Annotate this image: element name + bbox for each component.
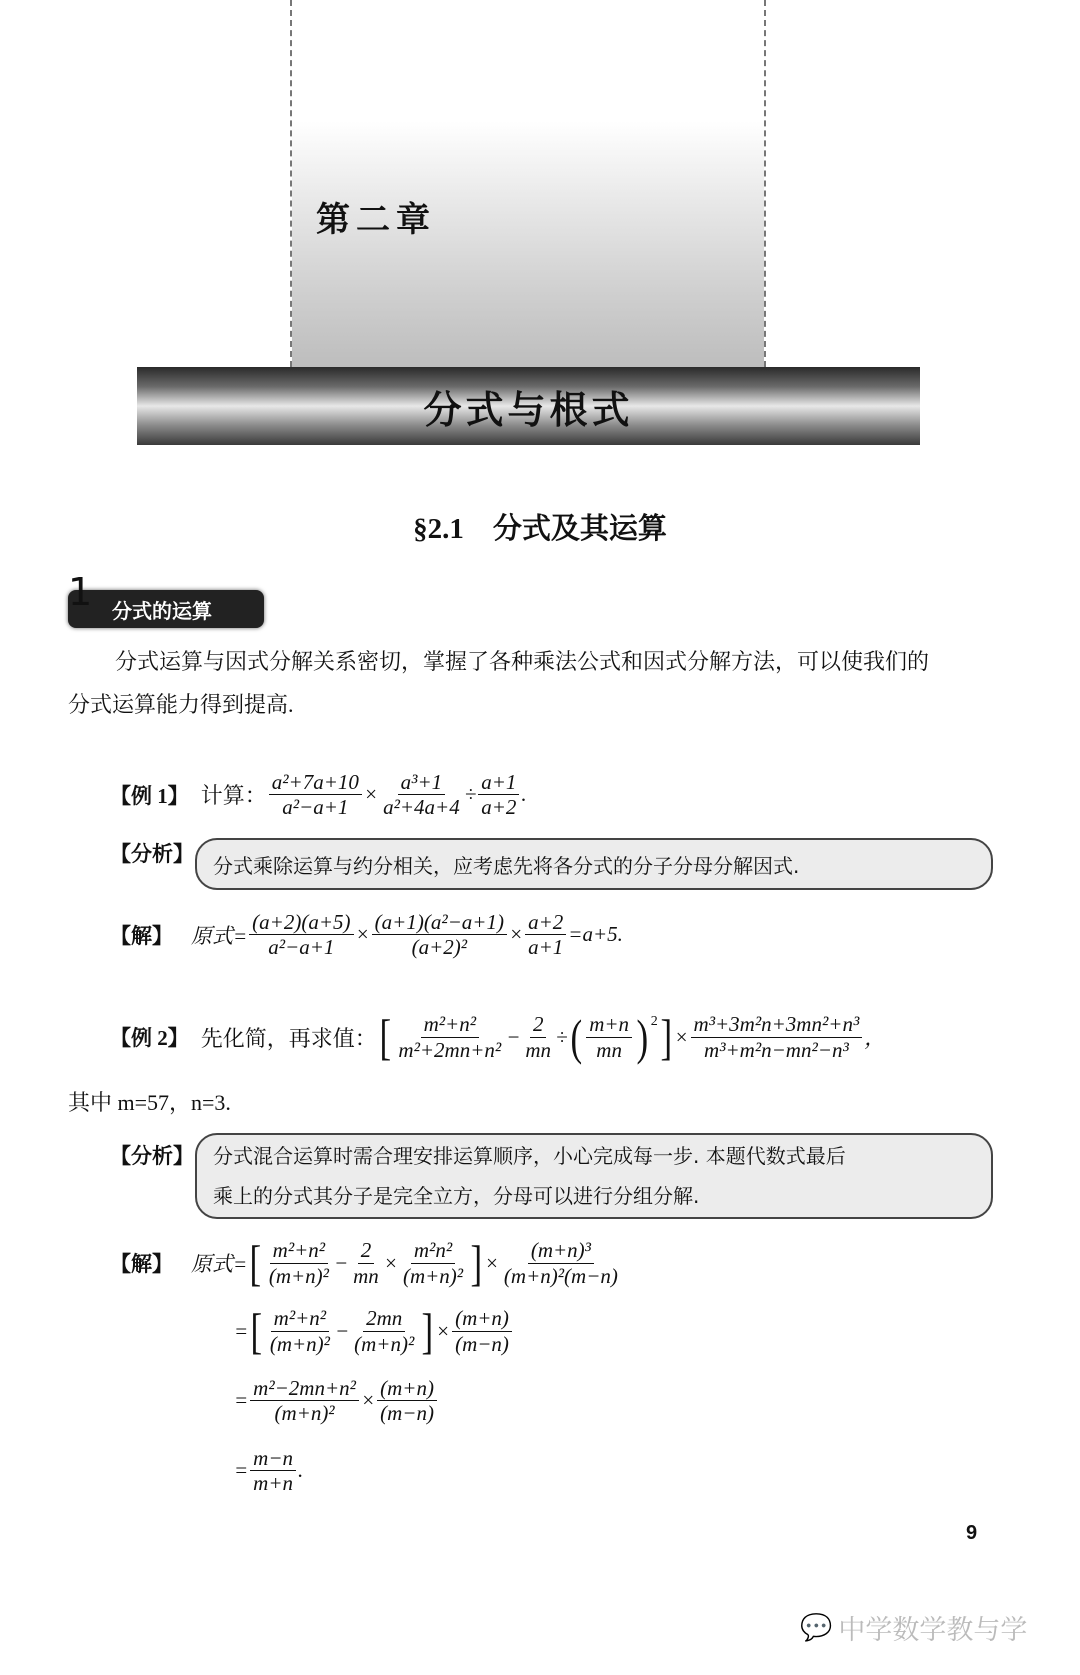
example-2-tag: 【例 2】 — [110, 1026, 189, 1050]
fraction-numerator: a²+7a+10 — [269, 770, 362, 795]
subsection-badge — [68, 570, 264, 628]
solution-2-step-2 — [234, 1303, 514, 1359]
math-text: × — [355, 922, 370, 947]
fraction-numerator: m−n — [250, 1446, 296, 1471]
math-text: − — [506, 1024, 521, 1049]
math-text: = — [234, 1458, 249, 1483]
intro-line-1: 分式运算与因式分解关系密切，掌握了各种乘法公式和因式分解方法，可以使我们的 — [115, 649, 930, 674]
math-text: =a+5. — [568, 922, 623, 947]
analysis-2 — [110, 1140, 194, 1170]
fraction — [525, 910, 566, 959]
analysis-2-line-2: 乘上的分式其分子是完全立方，分母可以进行分组分解. — [213, 1184, 700, 1208]
fraction-denominator: m³+m²n−mn²−n³ — [704, 1037, 849, 1062]
math-text: = — [234, 1318, 249, 1343]
analysis-1-text: 分式乘除运算与约分相关，应考虑先将各分式的分子分母分解因式. — [213, 853, 800, 878]
chapter-header-panel — [292, 0, 764, 367]
fraction-numerator: m³+3m²n+3mn²+n³ — [691, 1012, 863, 1037]
math-text: × — [435, 1318, 451, 1343]
fraction-numerator: (m+n) — [377, 1376, 437, 1401]
solution-2-row-4 — [234, 1446, 303, 1495]
fraction-denominator: mn — [353, 1263, 379, 1288]
fraction-denominator: (m+n)² — [354, 1331, 415, 1356]
fraction — [380, 770, 463, 819]
math-text: − — [334, 1318, 350, 1343]
bracket: ] — [470, 1235, 483, 1291]
fraction-numerator: (a+2)(a+5) — [249, 910, 353, 935]
subsection-number: 1 — [68, 570, 93, 614]
chapter-title: 分式与根式 — [423, 387, 634, 432]
fraction-numerator: m²−2mn+n² — [250, 1376, 359, 1401]
math-text: ÷ — [464, 782, 477, 807]
watermark-text: 中学数学教与学 — [838, 1615, 1028, 1646]
example-2-prompt: 先化简，再求值： — [200, 1025, 377, 1051]
fraction-denominator: (a+2)² — [411, 935, 468, 960]
fraction-numerator: a+1 — [478, 770, 519, 795]
analysis-2-tag: 【分析】 — [110, 1144, 194, 1168]
analysis-1 — [110, 838, 194, 868]
wechat-icon: 💬 — [800, 1612, 833, 1643]
math-text: 原式= — [191, 1252, 248, 1276]
exponent: 2 — [650, 1014, 658, 1029]
math-text: 原式= — [191, 923, 248, 948]
fraction — [452, 1306, 512, 1355]
math-text: × — [674, 1024, 689, 1049]
fraction-denominator: (m+n)² — [268, 1263, 329, 1288]
fraction-numerator: 2mn — [363, 1306, 405, 1331]
bracket: ) — [636, 1009, 649, 1065]
fraction-denominator: (m+n)² — [402, 1263, 464, 1288]
fraction — [691, 1012, 863, 1061]
example-1-tag: 【例 1】 — [110, 783, 189, 808]
bracket: ( — [570, 1009, 582, 1065]
example-1-expression — [267, 770, 527, 819]
solution-1-tag: 【解】 — [110, 923, 173, 948]
fraction-numerator: 2 — [530, 1012, 547, 1037]
fraction-numerator: a+2 — [525, 910, 566, 935]
fraction-denominator: m+n — [253, 1471, 294, 1496]
fraction-numerator: m²n² — [411, 1238, 455, 1263]
fraction-denominator: a+2 — [481, 795, 517, 820]
fraction — [249, 910, 353, 959]
example-2 — [110, 1009, 886, 1065]
fraction — [478, 770, 519, 819]
math-text: ， — [864, 1026, 886, 1050]
math-text: ÷ — [556, 1024, 568, 1049]
analysis-2-line-1: 分式混合运算时需合理安排运算顺序，小心完成每一步. 本题代数式最后 — [213, 1144, 846, 1168]
fraction — [586, 1012, 632, 1061]
solution-2-step-1 — [191, 1235, 623, 1291]
fraction-denominator: a²−a+1 — [268, 935, 335, 960]
math-text: × — [508, 922, 524, 947]
chapter-title-band — [137, 367, 920, 445]
fraction — [400, 1238, 466, 1287]
solution-1-expression — [191, 910, 623, 959]
solution-1 — [110, 910, 623, 959]
bracket: ] — [421, 1303, 434, 1359]
fraction — [269, 770, 362, 819]
math-text: = — [234, 1388, 249, 1413]
solution-2-step-4 — [234, 1446, 303, 1495]
fraction — [250, 1446, 296, 1495]
fraction — [372, 910, 507, 959]
fraction — [267, 1306, 333, 1355]
fraction — [522, 1012, 554, 1061]
bracket: [ — [379, 1009, 391, 1065]
fraction-denominator: a²−a+1 — [282, 795, 349, 820]
fraction-denominator: (m+n)² — [274, 1401, 335, 1426]
page-number: 9 — [966, 1522, 978, 1544]
math-text: . — [298, 1458, 304, 1483]
fraction-denominator: (m+n)²(m−n) — [503, 1263, 618, 1288]
fraction-denominator: (m−n) — [380, 1401, 434, 1426]
fraction — [377, 1376, 437, 1425]
fraction-numerator: m²+n² — [270, 1238, 328, 1263]
intro-line-2: 分式运算能力得到提高. — [68, 692, 294, 717]
fraction-numerator: (m+n)³ — [528, 1238, 594, 1263]
dashed-line-right — [764, 0, 766, 367]
solution-2-tag: 【解】 — [110, 1252, 173, 1276]
fraction-denominator: a+1 — [528, 935, 564, 960]
fraction-denominator: mn — [525, 1037, 552, 1062]
example-2-expression — [377, 1009, 886, 1065]
example-2-condition: 其中 m=57，n=3. — [68, 1090, 231, 1115]
math-text: × — [484, 1250, 499, 1275]
fraction-numerator: m+n — [586, 1012, 632, 1037]
fraction-numerator: (m+n) — [452, 1306, 512, 1331]
analysis-2-box — [195, 1133, 993, 1219]
fraction — [395, 1012, 504, 1061]
fraction-denominator: m²+2mn+n² — [398, 1037, 502, 1062]
fraction-numerator: 2 — [358, 1238, 375, 1263]
chapter-label: 第二章 — [316, 200, 436, 240]
bracket: [ — [249, 1235, 262, 1291]
fraction — [250, 1376, 359, 1425]
solution-2-row-3 — [234, 1376, 439, 1425]
fraction-denominator: a²+4a+4 — [383, 795, 460, 820]
fraction-denominator: (m+n)² — [269, 1331, 330, 1356]
fraction — [501, 1238, 621, 1287]
fraction — [266, 1238, 332, 1287]
math-text: . — [521, 782, 527, 807]
analysis-1-tag: 【分析】 — [110, 842, 194, 866]
example-1-prompt: 计算： — [200, 783, 267, 809]
subsection-title: 分式的运算 — [112, 598, 212, 623]
solution-2 — [110, 1235, 623, 1291]
bracket: ] — [660, 1009, 672, 1065]
fraction — [350, 1238, 382, 1287]
fraction-numerator: a³+1 — [398, 770, 445, 795]
bracket: [ — [250, 1303, 263, 1359]
fraction-denominator: mn — [596, 1037, 622, 1062]
math-text: × — [360, 1388, 376, 1413]
fraction-numerator: (a+1)(a²−a+1) — [372, 910, 507, 935]
solution-2-row-2 — [234, 1303, 514, 1359]
example-1 — [110, 770, 527, 819]
math-text: × — [383, 1250, 398, 1275]
solution-2-step-3 — [234, 1376, 439, 1425]
fraction-numerator: m²+n² — [421, 1012, 479, 1037]
dashed-line-left — [290, 0, 292, 367]
watermark — [800, 1608, 1027, 1647]
math-text: − — [333, 1250, 349, 1275]
fraction-numerator: m²+n² — [271, 1306, 329, 1331]
analysis-1-box — [195, 838, 993, 890]
fraction — [351, 1306, 417, 1355]
section-heading: §2.1 分式及其运算 — [413, 513, 667, 545]
fraction-denominator: (m−n) — [455, 1331, 509, 1356]
math-text: × — [363, 782, 379, 807]
